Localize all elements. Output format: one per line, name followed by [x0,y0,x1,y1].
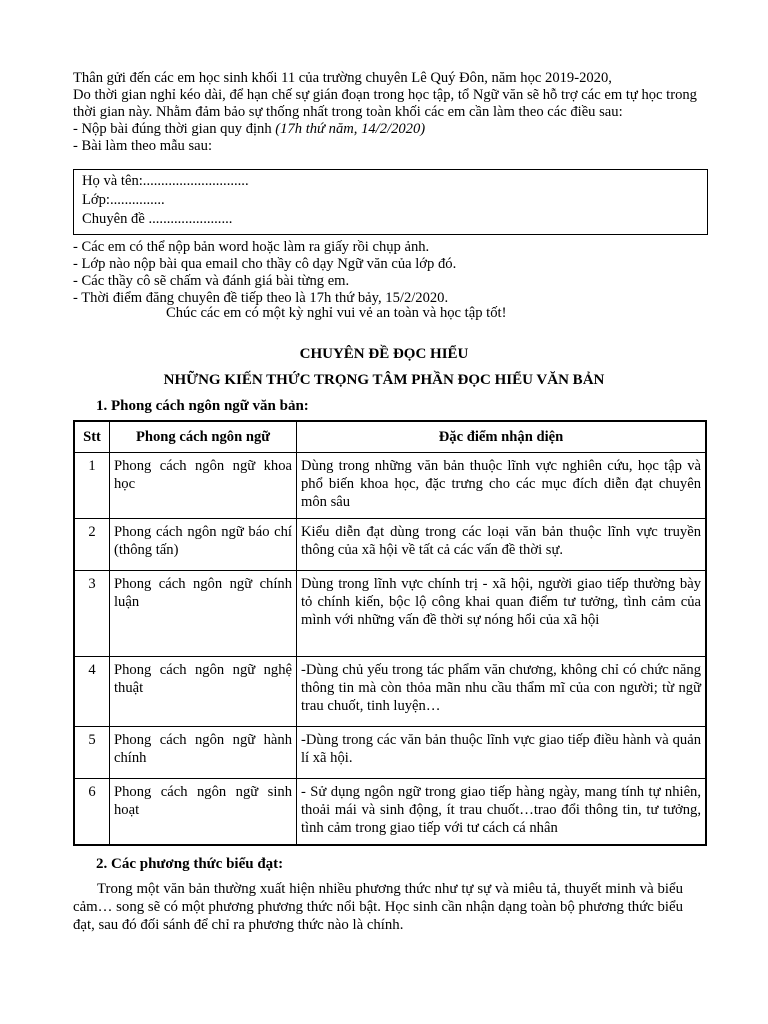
cell-feature: Kiểu diễn đạt dùng trong các loại văn bản thuộc lĩnh vực truyền thông của xã hội về tất cả các vấn đề thời sự. [297,519,707,571]
header-style: Phong cách ngôn ngữ [110,421,297,453]
cell-feature: - Sử dụng ngôn ngữ trong giao tiếp hàng ngày, mang tính tự nhiên, thoải mái và sinh động, ít trau chuốt…trao đổi thông tin, tư tưởng, tình cảm trong giao tiếp với tư cách cá nhân [297,779,707,845]
table-row [74,453,706,519]
header-stt: Stt [74,421,110,453]
cell-stt: 3 [74,571,110,657]
table-header-row [74,421,706,453]
template-intro: - Bài làm theo mẫu sau: [73,138,213,154]
cell-style: Phong cách ngôn ngữ chính luận [110,571,297,657]
cell-stt: 2 [74,519,110,571]
notes-list [73,239,713,307]
deadline-value: (17h thứ năm, 14/2/2020) [275,121,426,137]
table-row [74,727,706,779]
note-item: - Các em có thể nộp bản word hoặc làm ra giấy rồi chụp ảnh. [73,239,430,255]
deadline-prefix: - Nộp bài đúng thời gian quy định [73,121,276,137]
submission-template-box [73,169,708,235]
cell-style: Phong cách ngôn ngữ báo chí (thông tấn) [110,519,297,571]
cell-stt: 5 [74,727,110,779]
note-item: - Thời điểm đăng chuyên đề tiếp theo là 17h thứ bảy, 15/2/2020. [73,290,449,306]
table-row [74,519,706,571]
deadline-line [73,121,713,138]
cell-feature: Dùng trong lĩnh vực chính trị - xã hội, người giao tiếp thường bày tỏ chính kiến, bộc lộ công khai quan điểm tư tưởng, tình cảm của mình với những vấn đề thời sự nóng hổi của xã hội [297,571,707,657]
intro-block [73,70,713,155]
template-class-line: Lớp:............... [82,192,165,208]
note-item: - Lớp nào nộp bài qua email cho thầy cô dạy Ngữ văn của lớp đó. [73,256,457,272]
header-feature: Đặc điểm nhận diện [297,421,707,453]
cell-style: Phong cách ngôn ngữ nghệ thuật [110,657,297,727]
cell-style: Phong cách ngôn ngữ hành chính [110,727,297,779]
template-topic-line: Chuyên đề ....................... [82,211,233,227]
cell-style: Phong cách ngôn ngữ sinh hoạt [110,779,297,845]
cell-style: Phong cách ngôn ngữ khoa học [110,453,297,519]
intro-paragraph: Do thời gian nghỉ kéo dài, để hạn chế sự gián đoạn trong học tập, tổ Ngữ văn sẽ hỗ trợ các em tự học trong thời gian này. Nhằm đảm bảo sự thống nhất trong toàn khối các em cần làm theo các điều sau: [73,87,697,120]
table-row [74,657,706,727]
greeting-line: Thân gửi đến các em học sinh khối 11 của trường chuyên Lê Quý Đôn, năm học 2019-2020, [73,70,612,86]
template-name-line: Họ và tên:............................. [82,173,249,189]
cell-feature: Dùng trong những văn bản thuộc lĩnh vực nghiên cứu, học tập và phổ biến khoa học, đặc trưng cho các mục đích diễn đạt chuyên môn sâu [297,453,707,519]
cell-stt: 6 [74,779,110,845]
note-item: - Các thầy cô sẽ chấm và đánh giá bài từng em. [73,273,350,289]
table-row [74,779,706,845]
document-subtitle: NHỮNG KIẾN THỨC TRỌNG TÂM PHẦN ĐỌC HIỂU VĂN BẢN [163,372,605,388]
paragraph-text: Trong một văn bản thường xuất hiện nhiều phương thức như tự sự và miêu tả, thuyết minh và biểu cảm… song sẽ có một phương phương thức nổi bật. Học sinh cần nhận dạng toàn bộ phương thức biểu đạt, sau đó đối sánh để chỉ ra phương thức nào là chính. [73,881,683,933]
section-heading-1: 1. Phong cách ngôn ngữ văn bản: [96,398,309,414]
document-title: CHUYÊN ĐỀ ĐỌC HIỂU [299,346,469,362]
language-styles-table [73,420,707,846]
body-paragraph [73,880,683,934]
cell-feature: -Dùng trong các văn bản thuộc lĩnh vực giao tiếp điều hành và quản lí xã hội. [297,727,707,779]
closing-line: Chúc các em có một kỳ nghỉ vui vẻ an toàn và học tập tốt! [166,305,507,321]
section-heading-2: 2. Các phương thức biểu đạt: [96,856,284,872]
table-row [74,571,706,657]
cell-stt: 1 [74,453,110,519]
cell-stt: 4 [74,657,110,727]
cell-feature: -Dùng chủ yếu trong tác phẩm văn chương, không chỉ có chức năng thông tin mà còn thỏa mãn nhu cầu thẩm mĩ của con người; từ ngữ trau chuốt, tinh luyện… [297,657,707,727]
